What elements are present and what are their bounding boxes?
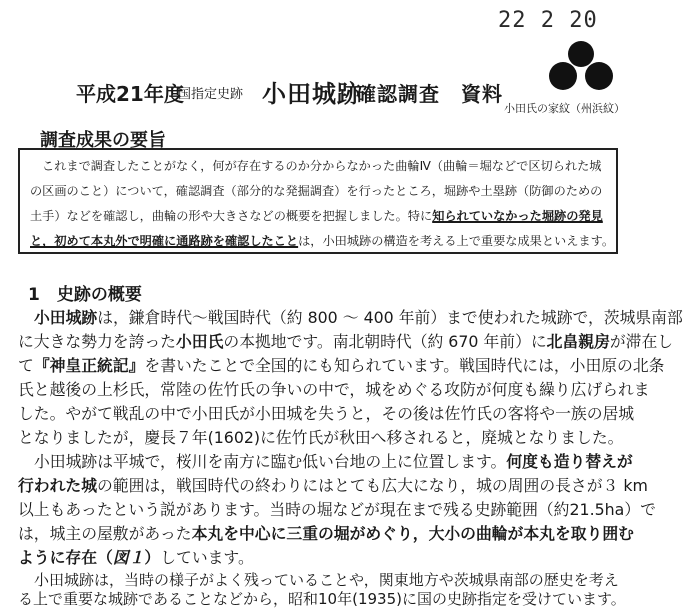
body-line: 小田城跡は平城で，桜川を南方に臨む低い台地の上に位置します。何度も造り替えが [34,452,633,471]
body-line: に大きな勢力を誇った小田氏の本拠地です。南北朝時代（約 670 年前）に北畠親房が滞在し [18,332,674,351]
body-line: は，城主の屋敷があった本丸を中心に三重の堀がめぐり，大小の曲輪が本丸を取り囲む [18,524,634,543]
body-line: 氏と越後の上杉氏，常陸の佐竹氏の争いの中で，城をめぐる攻防が何度も繰り広げられま [18,380,650,399]
title-year: 平成21年度 [76,82,184,106]
body-line: 以上もあったという説があります。当時の堀などが現在まで残る史跡範囲（約21.5ha）で [18,500,656,519]
title-kind: 国指定史跡 [178,87,244,102]
section-heading: 1 史跡の概要 [28,285,142,305]
body-line: て『神皇正統記』を書いたことで全国的にも知られています。戦国時代には，小田原の北条 [18,356,665,375]
suhama-crest-icon [548,40,614,92]
summary-highlight: と，初めて本丸外で明確に通路跡を確認したこと [30,234,299,248]
summary-line: と，初めて本丸外で明確に通路跡を確認したことは，小田城跡の構造を考える上で重要な成果といえます。 [30,234,615,248]
body-line: る上で重要な城跡であることなどから，昭和10年(1935)に国の史跡指定を受けています。 [18,590,626,608]
body-line: となりましたが，慶長７年(1602)に佐竹氏が秋田へ移されると，廃城となりました。 [18,428,624,447]
figure-reference: 図１ [112,548,145,567]
body-line: ように存在（図１）しています。 [18,548,254,567]
title-site: 小田城跡 [262,80,362,108]
body-line: 小田城跡は，当時の様子がよく残っていることや，関東地方や茨城県南部の歴史を考え [34,571,619,589]
summary-box [18,148,618,254]
summary-line: 土手）などを確認し，曲輪の形や大きさなどの概要を把握しました。特に知られていなかった堀跡の発見 [30,209,603,223]
crest-caption: 小田氏の家紋（州浜紋） [504,102,625,115]
summary-line: の区画のこと）について，確認調査（部分的な発掘調査）を行ったところ，堀跡や土塁跡（防御のための [30,184,603,198]
title-suffix: 確認調査 資料 [356,82,503,106]
summary-line: これまで調査したことがなく，何が存在するのか分からなかった曲輪Ⅳ（曲輪＝堀などで区切られた城 [42,159,602,173]
summary-highlight: 知られていなかった堀跡の発見 [432,209,603,223]
date-stamp: 22 2 20 [498,8,598,33]
body-line: 行われた城の範囲は，戦国時代の終わりにはとても広大になり，城の周囲の長さが３ km [18,476,648,495]
body-line: した。やがて戦乱の中で小田氏が小田城を失うと，その後は佐竹氏の客将や一族の居城 [18,404,635,423]
body-line: 小田城跡は，鎌倉時代～戦国時代（約 800 ～ 400 年前）まで使われた城跡で，茨城県南部 [34,308,683,327]
summary-heading: 調査成果の要旨 [40,130,166,151]
